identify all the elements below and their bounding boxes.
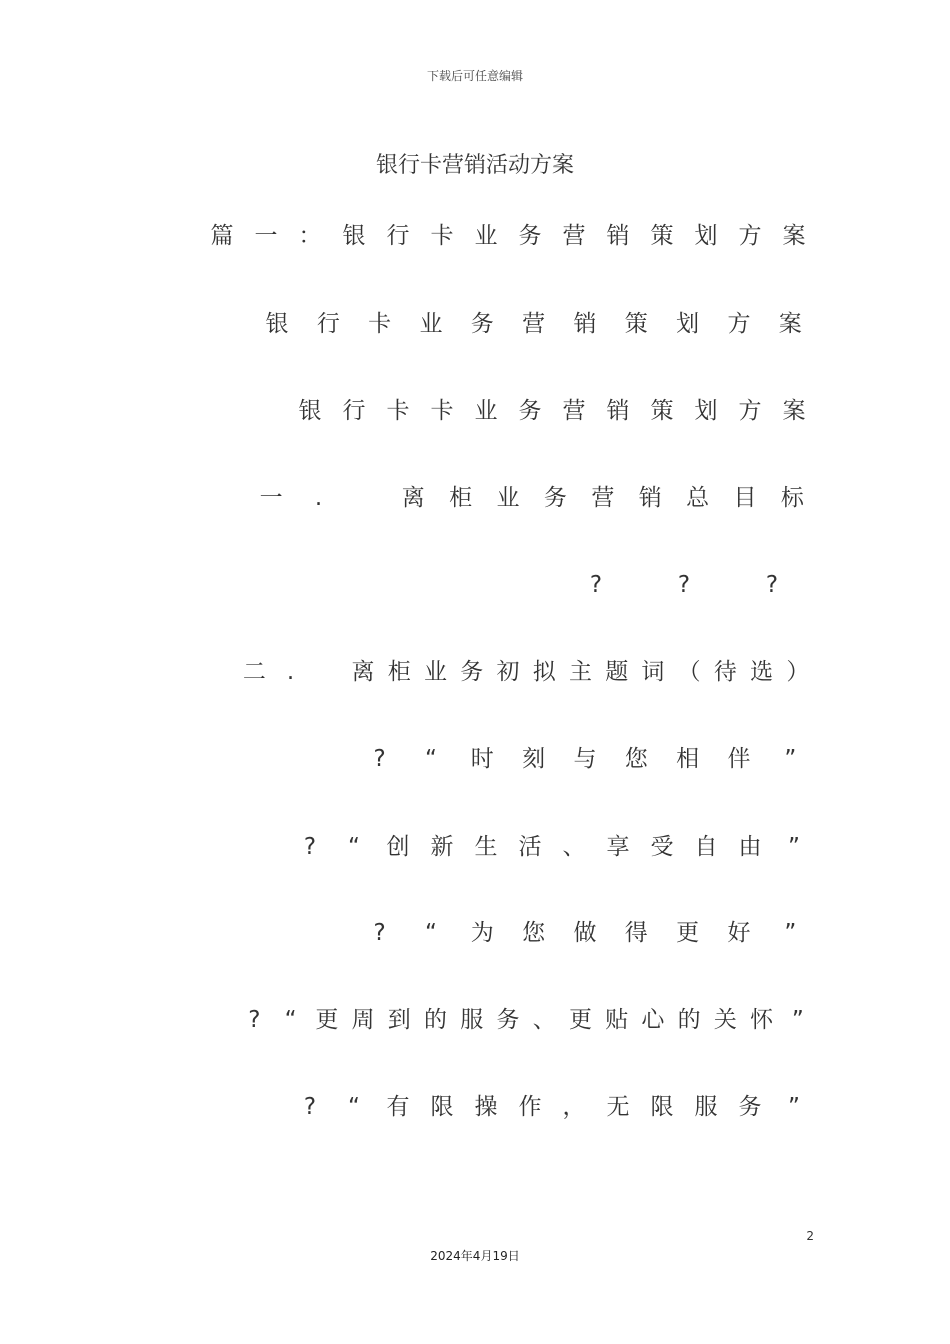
- line-char: “: [348, 1094, 360, 1120]
- line-char: ：: [298, 223, 322, 249]
- line-char: 销: [573, 311, 597, 337]
- line-char: 活: [518, 834, 542, 860]
- heading-line: [200, 395, 816, 427]
- line-char: 更: [676, 920, 700, 946]
- line-char: 划: [694, 398, 718, 424]
- spacer: [200, 831, 244, 863]
- line-char: 选: [750, 659, 774, 685]
- line-char: 怀: [750, 1007, 774, 1033]
- spacer: [200, 395, 244, 427]
- spacer: [303, 743, 354, 775]
- line-char: 银: [265, 311, 289, 337]
- line-char: （: [677, 659, 701, 685]
- line-char: ?: [373, 746, 386, 772]
- spacer: [251, 917, 302, 949]
- line-char: 更: [568, 1007, 592, 1033]
- line-char: 银: [342, 223, 366, 249]
- spacer: [464, 569, 552, 601]
- line-char: 目: [733, 485, 757, 511]
- line-char: 标: [780, 485, 804, 511]
- line-char: 务: [518, 398, 542, 424]
- theme-slogan: [200, 917, 816, 949]
- spacer: [244, 1091, 288, 1123]
- line-char: 策: [624, 311, 648, 337]
- line-char: 到: [387, 1007, 411, 1033]
- line-char: “: [348, 834, 360, 860]
- line-char: 方: [738, 223, 762, 249]
- line-char: 伴: [727, 746, 751, 772]
- line-char: ）: [786, 659, 810, 685]
- heading-line: [200, 220, 816, 252]
- line-char: 好: [727, 920, 751, 946]
- line-char: 关: [713, 1007, 737, 1033]
- line-char: 营: [522, 311, 546, 337]
- footer-date: 2024年4月19日: [430, 1249, 520, 1263]
- spacer: [200, 482, 247, 514]
- line-char: 相: [676, 746, 700, 772]
- line-char: 案: [778, 311, 802, 337]
- line-char: 案: [782, 223, 806, 249]
- line-char: 更: [315, 1007, 339, 1033]
- spacer: [200, 917, 251, 949]
- spacer: [251, 743, 302, 775]
- line-char: .: [314, 485, 323, 511]
- line-char: 受: [650, 834, 674, 860]
- line-char: 无: [606, 1094, 630, 1120]
- line-char: ”: [788, 1094, 800, 1120]
- line-char: 创: [386, 834, 410, 860]
- spacer: [288, 569, 376, 601]
- line-char: 卡: [430, 223, 454, 249]
- line-char: 拟: [532, 659, 556, 685]
- line-char: 的: [424, 1007, 448, 1033]
- section-heading: [200, 482, 816, 514]
- line-char: 做: [573, 920, 597, 946]
- line-char: 柜: [449, 485, 473, 511]
- line-char: “: [425, 746, 437, 772]
- line-char: 限: [650, 1094, 674, 1120]
- line-char: 的: [677, 1007, 701, 1033]
- spacer: [200, 656, 236, 688]
- line-char: 、: [532, 1007, 556, 1033]
- theme-slogan: [200, 831, 816, 863]
- line-char: ?: [248, 1007, 261, 1033]
- line-char: 刻: [522, 746, 546, 772]
- line-char: ，: [562, 1094, 586, 1120]
- line-char: 服: [460, 1007, 484, 1033]
- document-title: 银行卡营销活动方案: [375, 153, 574, 178]
- line-char: 与: [573, 746, 597, 772]
- line-char: 自: [694, 834, 718, 860]
- line-char: 务: [738, 1094, 762, 1120]
- placeholder-line: [200, 569, 816, 601]
- line-char: .: [286, 659, 295, 685]
- line-char: 柜: [387, 659, 411, 685]
- line-char: 操: [474, 1094, 498, 1120]
- line-char: 卡: [368, 311, 392, 337]
- line-char: 离: [351, 659, 375, 685]
- line-char: 务: [543, 485, 567, 511]
- page-header: 下载后可任意编辑: [426, 69, 523, 83]
- line-char: 服: [694, 1094, 718, 1120]
- line-char: ?: [373, 920, 386, 946]
- spacer: [200, 743, 251, 775]
- line-char: ?: [303, 834, 317, 860]
- line-char: ”: [784, 920, 797, 946]
- line-char: ?: [677, 572, 691, 598]
- line-char: 业: [474, 398, 498, 424]
- line-char: 策: [650, 398, 674, 424]
- line-char: 待: [713, 659, 737, 685]
- line-char: 务: [460, 659, 484, 685]
- line-char: 、: [562, 834, 586, 860]
- line-char: ?: [589, 572, 603, 598]
- line-char: 销: [606, 223, 630, 249]
- line-char: 卡: [430, 398, 454, 424]
- line-char: 销: [606, 398, 630, 424]
- line-char: 新: [430, 834, 454, 860]
- line-char: 题: [605, 659, 629, 685]
- spacer: [200, 569, 288, 601]
- page-number: 2: [806, 1229, 814, 1243]
- theme-slogan: [200, 1091, 816, 1123]
- line-char: 周: [351, 1007, 375, 1033]
- line-char: 卡: [386, 398, 410, 424]
- line-char: ?: [765, 572, 779, 598]
- section-heading: [200, 656, 816, 688]
- spacer: [200, 1004, 236, 1036]
- line-char: 务: [496, 1007, 520, 1033]
- line-char: 划: [694, 223, 718, 249]
- line-char: 时: [470, 746, 494, 772]
- line-char: 划: [676, 311, 700, 337]
- line-char: 享: [606, 834, 630, 860]
- line-char: 离: [401, 485, 425, 511]
- line-char: 初: [496, 659, 520, 685]
- line-char: [342, 482, 389, 514]
- line-char: ”: [791, 1007, 804, 1033]
- theme-slogan: [200, 743, 816, 775]
- line-char: “: [425, 920, 437, 946]
- spacer: [200, 1091, 244, 1123]
- line-char: 限: [430, 1094, 454, 1120]
- line-char: 行: [342, 398, 366, 424]
- heading-line: [200, 308, 816, 340]
- line-char: 词: [641, 659, 665, 685]
- line-char: ”: [788, 834, 800, 860]
- line-char: 一: [254, 223, 278, 249]
- line-char: 您: [522, 920, 546, 946]
- line-char: 为: [470, 920, 494, 946]
- line-char: 方: [727, 311, 751, 337]
- line-char: 营: [562, 223, 586, 249]
- line-char: 务: [518, 223, 542, 249]
- spacer: [376, 569, 464, 601]
- line-char: 贴: [605, 1007, 629, 1033]
- line-char: 心: [641, 1007, 665, 1033]
- line-char: 作: [518, 1094, 542, 1120]
- line-char: 策: [650, 223, 674, 249]
- line-char: 得: [624, 920, 648, 946]
- spacer: [303, 917, 354, 949]
- line-char: 总: [686, 485, 710, 511]
- line-char: 营: [562, 398, 586, 424]
- theme-slogan: [200, 1004, 816, 1036]
- line-char: 篇: [210, 223, 234, 249]
- line-char: 银: [298, 398, 322, 424]
- line-char: 案: [782, 398, 806, 424]
- line-char: ?: [303, 1094, 317, 1120]
- line-char: 主: [568, 659, 592, 685]
- line-char: ”: [784, 746, 797, 772]
- line-char: 务: [470, 311, 494, 337]
- spacer: [200, 308, 251, 340]
- line-char: [309, 656, 345, 688]
- line-char: 方: [738, 398, 762, 424]
- line-char: 生: [474, 834, 498, 860]
- line-char: 业: [419, 311, 443, 337]
- line-char: 有: [386, 1094, 410, 1120]
- line-char: 行: [316, 311, 340, 337]
- line-char: 业: [496, 485, 520, 511]
- line-char: 由: [738, 834, 762, 860]
- line-char: 行: [386, 223, 410, 249]
- line-char: 营: [591, 485, 615, 511]
- line-char: 您: [624, 746, 648, 772]
- line-char: 业: [424, 659, 448, 685]
- spacer: [244, 831, 288, 863]
- line-char: “: [284, 1007, 297, 1033]
- line-char: 一: [259, 485, 283, 511]
- line-char: 二: [242, 659, 266, 685]
- line-char: 销: [638, 485, 662, 511]
- spacer: [244, 395, 288, 427]
- line-char: 业: [474, 223, 498, 249]
